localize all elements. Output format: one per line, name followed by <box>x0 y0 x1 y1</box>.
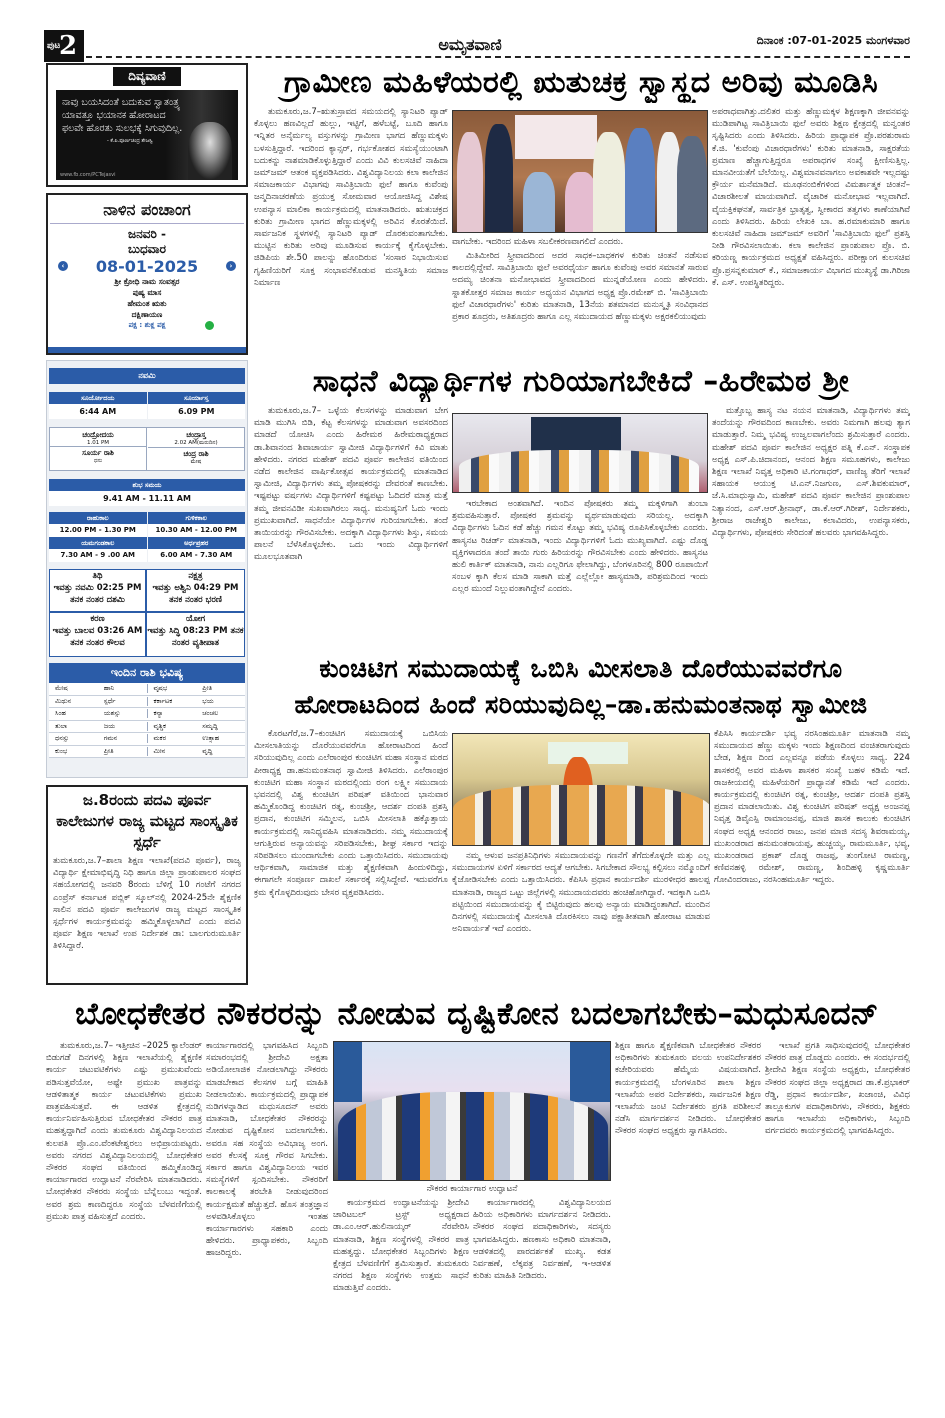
paper-name: ಅಮೃತವಾಣಿ <box>438 35 502 54</box>
surya-rashi-label: ಸೂರ್ಯ ರಾಶಿ <box>50 446 146 458</box>
article-2-headline: ಸಾಧನೆ ವಿದ್ಯಾರ್ಥಿಗಳ ಗುರಿಯಾಗಬೇಕಿದೆ –ಹಿರೇಮಠ ಶ್ರೀ <box>312 364 850 399</box>
nakshatra-text: ಇವತ್ತು ಅಶ್ವಿನಿ 04:29 PM ತನಕ ನಂತರ ಭರಣಿ <box>152 583 239 605</box>
rashi-prediction: ಪ್ರೀತಿ <box>202 684 213 693</box>
gulika-value: 10.30 AM - 12.00 PM <box>148 524 246 537</box>
sidebar-article-headline: ಜ.8ರಂದು ಪದವಿ ಪೂರ್ವ ಕಾಲೇಜುಗಳ ರಾಜ್ಯ ಮಟ್ಟದ ಸಾಂಸ್ಕೃತಿಕ ಸ್ಪರ್ಧೆ <box>56 791 238 851</box>
rashi-prediction: ವೃದ್ಧಿ <box>202 746 213 755</box>
ardha-value: 6.00 AM - 7.30 AM <box>148 549 246 562</box>
author-portrait <box>188 122 232 180</box>
article-2-column-2: ಇರಬೇಕಾದ ಅಂಶವಾಗಿದೆ. ಇಂದಿನ ಪೋಷಕರು ತಮ್ಮ ಮಕ್ಕಳಿಗಾಗಿ ತುಂಬಾ ಶ್ರಮವಹಿಸುತ್ತಾರೆ. ಪೋಷಕರ ಶ್ರಮವನ್ನು ವ್ಯರ್ಥಮಾಡುವುದು ಸರಿಯಲ್ಲ. ಅದಕ್ಕಾಗಿ ವಿದ್ಯಾರ್ಥಿಗಳು ಓದಿನ ಕಡೆ ಹೆಚ್ಚು ಗಮನ ಕೊಟ್ಟು ತಮ್ಮ ಭವಿಷ್ಯ ರೂಪಿಸಿಕೊಳ್ಳಬೇಕು ಎಂದರು. ಹಾಸ್ಯನಟ ರಿಚರ್ಡ್ ಮಾತನಾಡಿ, ಇಂದು ವಿದ್ಯಾರ್ಥಿಗಳಿಗೆ ಓದು ಮುಖ್ಯವಾಗಿದೆ. ಎಷ್ಟು ದೊಡ್ಡ ವ್ಯಕ್ತಿಗಳಾದರೂ ತಂದೆ ತಾಯಿ ಗುರು ಹಿರಿಯರನ್ನು ಗೌರವಿಸಬೇಕು ಎಂದು ಹೇಳಿದರು. ಹಾಸ್ಯನಟ ಹುಲಿ ಕಾರ್ತಿಕ್ ಮಾತನಾಡಿ, ನಾನು ಎಲ್ಲರಿಗೂ ಫೇಲಾಗಿದ್ದು, ಬೆಂಗಳೂರಿನಲ್ಲಿ 800 ರೂಪಾಯಿಗೆ ಸಂಬಳ ಕ್ಕಾಗಿ ಕೆಲಸ ಮಾಡಿ ಸಾಕಾಗಿ ಮತ್ತೆ ಎಲ್ಲೆಲ್ಲೋ ಹಾಸ್ಯಮಾಡಿ, ಪರಿಶ್ರಮದಿಂದ ಇಂದು ಎಲ್ಲರ ಮುಂದೆ ನಿಲ್ಲುವಂತಾಗಿದ್ದೇನೆ ಎಂದರು. <box>452 499 708 595</box>
yoga-title: ಯೋಗ <box>185 614 206 624</box>
sidebar-article <box>46 785 248 985</box>
article-1-column-1: ತುಮಕೂರು,ಜ.7–ಋತುಸ್ರಾವದ ಸಮಯದಲ್ಲಿ ಸ್ಯಾನಿಟರಿ ಪ್ಯಾಡ್ ಕೊಳ್ಳಲು ಹಣವಿಲ್ಲದೆ ಹುಲ್ಲು, ಇಟ್ಟಿಗೆ, ಹಳೆಬಟ್ಟೆ, ಬೂದಿ ಹಾಗೂ ಇನ್ನಿತರ ಅನೈರ್ಮಲ್ಯ ವಸ್ತುಗಳನ್ನು ಗ್ರಾಮೀಣ ಭಾಗದ ಹೆಣ್ಣುಮಕ್ಕಳು ಬಳಸುತ್ತಿದ್ದಾರೆ. ಇದರಿಂದ ಕ್ಯಾನ್ಸರ್, ಗರ್ಭಕೋಶದ ಸಮಸ್ಯೆಯುಂಟಾಗಿ ಬದುಕನ್ನು ನಾಶಮಾಡಿಕೊಳ್ಳುತ್ತಿದ್ದಾರೆ ಎಂದು ವಿವಿ ಕುಲಸಚಿವೆ ನಾಹಿದಾ ಜಮ್‌ಜಮ್ ಆತಂಕ ವ್ಯಕ್ತಪಡಿಸಿದರು. ವಿಶ್ವವಿದ್ಯಾನಿಲಯ ಕಲಾ ಕಾಲೇಜಿನ ಸಮಾಜಕಾರ್ಯ ವಿಭಾಗವು ಸಾವಿತ್ರಿಬಾಯಿ ಫುಲೆ ಹಾಗೂ ಕುವೆಂಪು ಜನ್ಮದಿನಾಚರಣೆಯ ಪ್ರಯುಕ್ತ ಸೋಮವಾರ ಆಯೋಜಿಸಿದ್ದ ವಿಶೇಷ ಉಪನ್ಯಾಸ ಮಾಲಿಕಾ ಕಾರ್ಯಕ್ರಮದಲ್ಲಿ ಮಾತನಾಡಿದರು. ಋತುಚಕ್ರದ ಕುರಿತು ಗ್ರಾಮೀಣ ಭಾಗದ ಹೆಣ್ಣುಮಕ್ಕಳಲ್ಲಿ ಅರಿವಿನ ಕೊರತೆಯಿದೆ. ಸಾರ್ವಜನಿಕ ಸ್ಥಳಗಳಲ್ಲಿ ಸ್ಯಾನಿಟರಿ ಪ್ಯಾಡ್ ದೊರಕುವಂತಾಗಬೇಕು. ಮುಟ್ಟಿನ ಕುರಿತು ಅರಿವು ಮೂಡಿಸುವ ಕಾರ್ಯಕ್ಕೆ ಕೈಗೊಳ್ಳಬೇಕು. ಜಿಡಿಪಿಯ ಶೇ.50 ಪಾಲನ್ನು ಹೊಂದಿರುವ 'ಸಂಸಾರ ನಿಭಾಯಿಸುವ ಗೃಹಿಣಿಯರಿಗೆ ಸೂಕ್ತ ಸಂಭಾವನೆಕೊಡುವ ಮನಸ್ಥಿತಿಯ ಸಮಾಜ ನಿರ್ಮಾಣ <box>254 107 448 288</box>
panchanga-month: ಜನವರಿ - <box>128 227 166 241</box>
rahu-label: ರಾಹುಕಾಲ <box>49 512 147 524</box>
nakshatra-title: ನಕ್ಷತ್ರ <box>188 571 203 581</box>
article-1-headline: ಗ್ರಾಮೀಣ ಮಹಿಳೆಯರಲ್ಲಿ ಋತುಚಕ್ರ ಸ್ವಾಸ್ಥ್ಯದ ಅರಿವು ಮೂಡಿಸಿ <box>283 65 879 100</box>
rashi-sign: ವೃಷಭ <box>153 684 168 693</box>
article-4-column-3: ಕಾರ್ಯಕ್ರಮದ ಉದ್ಘಾಟನೆಯನ್ನು ಶ್ರೀದೇವಿ ಚಾರಿಟಬಲ್ ಟ್ರಸ್ಟ್ ಅಧ್ಯಕ್ಷರಾದ ಡಾ.ಎಂ.ಆರ್.ಹುಲಿನಾಯ್ಕರ್ ನೆರವೇರಿಸಿ ಮಾತನಾಡಿ, ಶಿಕ್ಷಣ ಸಂಸ್ಥೆಗಳಲ್ಲಿ ನೌಕರರ ಪಾತ್ರ ಮಹತ್ವದ್ದು. ಬೋಧಕೇತರ ಸಿಬ್ಬಂದಿಗಳು ಶಿಕ್ಷಣ ಕ್ಷೇತ್ರದ ಬೆಳವಣಿಗೆಗೆ ಶ್ರಮಿಸುತ್ತಾರೆ. ತುಮಕೂರು ನಗರದ ಶಿಕ್ಷಣ ಸಂಸ್ಥೆಗಳು ಉತ್ತಮ ಸಾಧನೆ ಮಾಡುತ್ತಿವೆ ಎಂದರು. <box>333 1198 469 1294</box>
panchanga-weekday: ಬುಧವಾರ <box>128 242 166 256</box>
rashi-row <box>49 696 245 709</box>
tithi-header: ನವಮಿ <box>49 368 245 384</box>
rashi-sign: ಮೇಷ <box>55 684 68 693</box>
yama-label: ಯಮಗಂಡಕಾಲ <box>49 537 147 549</box>
header-divider <box>86 56 910 58</box>
panchanga-details <box>46 360 248 778</box>
article-2-column-3: ಮತ್ತೊಬ್ಬ ಹಾಸ್ಯ ನಟ ನಯನ ಮಾತನಾಡಿ, ವಿದ್ಯಾರ್ಥಿಗಳು ತಮ್ಮ ತಂದೆಯನ್ನು ಗೌರವದಿಂದ ಕಾಣಬೇಕು. ಅವರು ನಿಮಗಾಗಿ ಹಲವು ತ್ಯಾಗ ಮಾಡುತ್ತಾರೆ. ನಿಮ್ಮ ಭವಿಷ್ಯ ಉಜ್ವಲವಾಗಲೆಂದು ಶ್ರಮಿಸುತ್ತಾರೆ ಎಂದರು. ಮಹೇಶ್ ಪದವಿ ಪೂರ್ವ ಕಾಲೇಜಿನ ಅಧ್ಯಕ್ಷರ ಪತ್ನಿ ಕೆ.ಎನ್. ಸಂಸ್ಥಾಪಕ ಅಧ್ಯಕ್ಷ ಎಸ್.ಪಿ.ಚಿದಾನಂದ, ಆನಂದ ಶಿಕ್ಷಣ ಸಮೂಹಗಳು, ಕಾಲೇಜು ಶಿಕ್ಷಣ ಇಲಾಖೆ ನಿವೃತ್ತ ಅಧಿಕಾರಿ ಟಿ.ಗಂಗಾಧರ್, ವಾಣಿಜ್ಯ ತೆರಿಗೆ ಇಲಾಖೆ ಸಹಾಯಕ ಆಯುಕ್ತ ಟಿ.ಎನ್.ನಿಜಗುಣ, ಎಸ್.ಶಿವಕುಮಾರ್, ಜೆ.ಸಿ.ಮಾಧುಸ್ವಾಮಿ, ಮಹೇಶ್ ಪದವಿ ಪೂರ್ವ ಕಾಲೇಜಿನ ಪ್ರಾಂಶುಪಾಲ ನಿತ್ಯಾನಂದ, ಎಸ್.ಆರ್.ಶ್ರೀನಾಥ್, ಡಾ.ಕೆ.ಆರ್.ಗಿರೀಶ್, ನಿರ್ದೇಶಕರು, ಶ್ರೀರಾಜ ರಾಜೇಶ್ವರಿ ಕಾಲೇಜು, ಕಲಾವಿದರು, ಉಪನ್ಯಾಸಕರು, ವಿದ್ಯಾರ್ಥಿಗಳು, ಪೋಷಕರು ಸೇರಿದಂತೆ ಹಲವರು ಭಾಗವಹಿಸಿದ್ದರು. <box>712 406 910 539</box>
rashi-prediction: ಚಂಚಲ <box>202 709 219 718</box>
article-3-column-2: ನಮ್ಮ ಆಳುವ ಜನಪ್ರತಿನಿಧಿಗಳು ಸಮುದಾಯವನ್ನು ಗಣನೆಗೆ ತೆಗೆದುಕೊಳ್ಳದೇ ಮತ್ತು ಎಲ್ಲ ಸಮುದಾಯಗಳ ಏಳಿಗೆ ಸರ್ಕಾರದ ಆದ್ಯತೆ ಆಗಬೇಕು. ಸಿಗಬೇಕಾದ ಸೌಲಭ್ಯ ಕಲ್ಪಿಸಲು ನಮ್ಮೊಂದಿಗೆ ಕೈಜೋಡಿಸಬೇಕು ಎಂದು ಒತ್ತಾಯಿಸಿದರು. ಕೆಪಿಸಿಸಿ ಪ್ರಧಾನ ಕಾರ್ಯದರ್ಶಿ ಮುರಳೀಧರ ಹಾಲಪ್ಪ ಮಾತನಾಡಿ, ರಾಜ್ಯದ ಒಟ್ಟು ಜಿಲ್ಲೆಗಳಲ್ಲಿ ಸಮುದಾಯದವರು ಹಂಚಿಹೋಗಿದ್ದಾರೆ. ಇದಕ್ಕಾಗಿ ಒಬಿಸಿ ಪಟ್ಟಿಯಿಂದ ಸಮುದಾಯವನ್ನು ಕೈ ಬಿಟ್ಟಿರುವುದು ಹಲವು ಅನ್ಯಾಯ ಮಾಡಿದ್ದಂತಾಗಿದೆ. ಮುಂದಿನ ದಿನಗಳಲ್ಲಿ ಸಮುದಾಯಕ್ಕೆ ಮೀಸಲಾತಿ ದೊರಕಿಸಲು ನಾವು ಪಕ್ಷಾತೀತವಾಗಿ ಹೋರಾಟ ಮಾಡುವ ಅನಿವಾರ್ಯತೆ ಇದೆ ಎಂದರು. <box>452 851 710 935</box>
rashi-row <box>49 683 245 696</box>
rashi-prediction: ಜಯ <box>98 722 148 731</box>
article-1-caption: ವಾಗಬೇಕು. ಇದರಿಂದ ಮಹಿಳಾ ಸಬಲೀಕರಣವಾಗಲಿದೆ ಎಂದರು. <box>452 237 624 247</box>
article-4-caption: ನೌಕರರ ಕಾರ್ಯಾಗಾರ ಉದ್ಘಾಟನೆ <box>426 1184 518 1194</box>
page-number: 2 <box>59 31 78 61</box>
article-1-photo <box>452 110 708 233</box>
ardha-label: ಅರ್ಧಪ್ರಹರ <box>148 537 246 549</box>
article-2-photo <box>452 413 708 493</box>
rashi-prediction: ಪ್ರೀತಿ <box>98 747 148 756</box>
article-4-column-4: ಕಾರ್ಯಾಗಾರದಲ್ಲಿ ವಿಶ್ವವಿದ್ಯಾನಿಲಯದ ಹಿರಿಯ ಅಧಿಕಾರಿಗಳು ಮಾರ್ಗದರ್ಶನ ನೀಡಿದರು. ನೌಕರರ ಸಂಘದ ಪದಾಧಿಕಾರಿಗಳು, ಸದಸ್ಯರು ಭಾಗವಹಿಸಿದ್ದರು. ಹಣಕಾಸು ಅಧಿಕಾರಿ ಮಾತನಾಡಿ, ಆಡಳಿತದಲ್ಲಿ ಪಾರದರ್ಶಕತೆ ಮುಖ್ಯ. ಕಡತ ನಿರ್ವಹಣೆ, ಲೆಕ್ಕಪತ್ರ ನಿರ್ವಹಣೆ, ಇ-ಆಡಳಿತ ಕುರಿತು ಮಾಹಿತಿ ನೀಡಿದರು. <box>473 1198 611 1282</box>
rashi-row <box>49 708 245 721</box>
article-1-column-2: ಮಿತಿಮೀರಿದ ಸ್ತ್ರೀವಾದದಿಂದ ಅದರ ಸಾಧಕ–ಬಾಧಕಗಳ ಕುರಿತು ಚಿಂತನೆ ನಡೆಸುವ ಕಾಲದಲ್ಲಿದ್ದೇವೆ. ಸಾವಿತ್ರಿಬಾಯಿ ಫುಲೆ ಅವರಧೈರ್ಯ ಹಾಗೂ ಕುವೆಂಪು ಅವರ ಸಮಾನತೆ ಸಾರುವ ಅದಮ್ಯ ಚಿಂತನಾ ಮನೋಭಾವದ ಸ್ತ್ರೀವಾದದಿಂದ ಮುನ್ನಡೆಯೋಣ ಎಂದು ಹೇಳಿದರು. ಸ್ನಾತಕೋತ್ತರ ಸಮಾಜ ಕಾರ್ಯ ಅಧ್ಯಯನ ವಿಭಾಗದ ಅಧ್ಯಕ್ಷ ಪ್ರೊ.ರಮೇಶ್ ಬಿ. 'ಸಾವಿತ್ರಿಬಾಯಿ ಫುಲೆ ವಿಚಾರಧಾರೆಗಳು' ಕುರಿತು ಮಾತನಾಡಿ, 13ನೆಯ ಶತಮಾನದ ಮನುಸ್ಮೃತಿ ಸಂವಿಧಾನದ ಪ್ರಕಾರ ಶೂದ್ರರು, ಅತಿಶೂದ್ರರು ಹಾಗೂ ಎಲ್ಲ ಸಮುದಾಯದ ಹೆಣ್ಣುಮಕ್ಕಳು ಅಕ್ಷರಕಲಿಯುವುದು <box>452 251 708 323</box>
rashi-sign: ವೃಶ್ಚಿಕ <box>153 721 166 730</box>
tithi-grid <box>49 569 245 657</box>
rashi-table <box>49 683 245 758</box>
moonrise-label: ಚಂದ್ರೋದಯ <box>82 431 114 439</box>
rashi-prediction: ಗಮನ <box>98 734 148 743</box>
article-3-column-3: ಕೆಪಿಸಿಸಿ ಕಾರ್ಯದರ್ಶಿ ಭವ್ಯ ನರಸಿಂಹಮೂರ್ತಿ ಮಾತನಾಡಿ ನಮ್ಮ ಸಮುದಾಯದ ಹೆಣ್ಣು ಮಕ್ಕಳು ಇಂದು ಶಿಕ್ಷಣದಿಂದ ವಂಚಿತರಾಗುವುದು ಬೇಡ, ಶಿಕ್ಷಣ ದಿಂದ ಎಲ್ಲವನ್ನೂ ಪಡೆಯ ಕೊಳ್ಳಲು ಸಾಧ್ಯ. 224 ಶಾಸಕರಲ್ಲಿ ಅವರ ಮಹಿಳಾ ಶಾಸಕರ ಸಂಖ್ಯೆ ಬಹಳ ಕಡಿಮೆ ಇದೆ. ರಾಜಕೀಯದಲ್ಲಿ ಮಹಿಳೆಯರಿಗೆ ಪ್ರಾಧ್ಯಾನತೆ ಕಡಿಮೆ ಇದೆ ಎಂದರು. ಕಾರ್ಯಕ್ರಮದಲ್ಲಿ ಕುಂಚಿಟಿಗ ರತ್ನ, ಕುಂಚಶ್ರೀ, ಆದರ್ಶ ದಂಪತಿ ಪ್ರಶಸ್ತಿ ಪ್ರದಾನ ಮಾಡಲಾಯಿತು. ವಿಶ್ವ ಕುಂಚಿಟಿಗ ಪರಿಷತ್ ಅಧ್ಯಕ್ಷ ಅಂಜನಪ್ಪ ನಿವೃತ್ತ ಡಿವೈಎಸ್ಪಿ ರಾಮಾಂಜನಪ್ಪ, ಮಾಜಿ ಶಾಸಕ ಕಾಲುಕು ಕುಂಚಿಟಿಗ ಸಂಘದ ಅಧ್ಯಕ್ಷ ಆನಂದರ ರಾಜು, ಜನಪ ಮಾಜಿ ಸದಸ್ಯ ಶಿವರಾಮಯ್ಯ, ಮುಖಂಡರಾದ ಹನುಮಂತರಾಯಪ್ಪ, ಹುಚ್ಚಯ್ಯ, ರಾಮಮೂರ್ತಿ, ಭವ್ಯ, ಮುಖಂಡರಾದ ಪ್ರಕಾಶ್ ದೊಡ್ಡ ರಾಜಪ್ಪ, ತುಂಗೋಟಿ ರಾಮಣ್ಣ, ಕಣಿವನಹಳ್ಳಿ ರಮೇಶ್, ರಾಮಣ್ಣ, ಶಿಂದಿಹಳ್ಳಿ ಕೃಷ್ಣಮೂರ್ತಿ ಗೋವಿಂದರಾಜು, ನರಸಿಂಹಮೂರ್ತಿ ಇದ್ದರು. <box>714 729 910 886</box>
prev-day-button[interactable]: ‹ <box>58 261 68 271</box>
rashi-sign: ಮಕರ <box>153 734 167 743</box>
divyavani-box <box>46 63 248 187</box>
page-prefix: ಪುಟ <box>47 40 61 51</box>
karana-text: ಇವತ್ತು ಬಾಲವ 03:26 AM ತನಕ ನಂತರ ಕೌಲವ <box>52 626 143 648</box>
rashi-prediction: ಹಾನಿ <box>98 684 148 693</box>
article-3-headline-line-1: ಕುಂಚಿಟಿಗ ಸಮುದಾಯಕ್ಕೆ ಒಬಿಸಿ ಮೀಸಲಾತಿ ದೊರೆಯುವವರೆಗೂ <box>319 654 843 683</box>
article-4-column-5: ಶಿಕ್ಷಣ ಹಾಗೂ ಶೈಕ್ಷಣಿಕವಾಗಿ ಬೋಧಕೇತರ ನೌಕರರ ಅಧಿಕಾರಿಗಳು ತುಮಕೂರು ವಲಯ ಉಪನಿರ್ದೇಶಕರ ಕಚೇರಿಯವರು ಹೆಮ್ಮೆಯ ವಿಷಯವಾಗಿದೆ. ಕಾರ್ಯಕ್ರಮದಲ್ಲಿ ಬೆಂಗಳೂರಿನ ಶಾಲಾ ಶಿಕ್ಷಣ ಇಲಾಖೆಯ ಅಪರ ನಿರ್ದೇಶಕರು, ಸಾರ್ವಜನಿಕ ಶಿಕ್ಷಣ ಇಲಾಖೆಯ ಜಂಟಿ ನಿರ್ದೇಶಕರು ಪ್ರಗತಿ ಪರಿಶೀಲನೆ ನಡೆಸಿ ಮಾರ್ಗದರ್ಶನ ನೀಡಿದರು. ಬೋಧಕೇತರ ನೌಕರರ ಸಂಘದ ಅಧ್ಯಕ್ಷರು ಸ್ವಾಗತಿಸಿದರು. <box>615 1041 761 1137</box>
rashi-sign: ಮಿಥುನ <box>55 696 72 705</box>
quote-text: ನಾವು ಬಯಸಿದಂತೆ ಬದುಕುವ ಸ್ವಾತಂತ್ರ್ಯ ಯಾವತ್ತೂ ಭಯಾನಕ ಹೋರಾಟದ ಫಲವೇ ಹೊರತು ಸುಲಭಕ್ಕೆ ಸಿಗುವುದಿಲ್ಲ. <box>62 97 183 134</box>
sunrise-value: 6:44 AM <box>49 404 147 419</box>
rahu-value: 12.00 PM - 1.30 PM <box>49 524 147 537</box>
sunset-label: ಸೂರ್ಯಾಸ್ತ <box>148 392 246 404</box>
article-4-column-6: ಇಲಾಖೆ ಪ್ರಗತಿ ಸಾಧಿಸುವುದರಲ್ಲಿ ಬೋಧಕೇತರ ನೌಕರರ ಪಾತ್ರ ದೊಡ್ಡದು ಎಂದರು. ಈ ಸಂದರ್ಭದಲ್ಲಿ ಶ್ರೀದೇವಿ ಶಿಕ್ಷಣ ಸಂಸ್ಥೆಯ ಅಧ್ಯಕ್ಷರು, ಬೋಧಕೇತರ ನೌಕರರ ಸಂಘದ ಜಿಲ್ಲಾ ಅಧ್ಯಕ್ಷರಾದ ಡಾ.ಕೆ.ಪ್ರಭಾಕರ್ ರೆಡ್ಡಿ, ಪ್ರಧಾನ ಕಾರ್ಯದರ್ಶಿ, ಖಜಾಂಚಿ, ವಿವಿಧ ತಾಲ್ಲೂಕುಗಳ ಪದಾಧಿಕಾರಿಗಳು, ನೌಕರರು, ಶಿಕ್ಷಕರು ಹಾಗೂ ಇಲಾಖೆಯ ಅಧಿಕಾರಿಗಳು, ಸಿಬ್ಬಂದಿ ವರ್ಗದವರು ಕಾರ್ಯಕ್ರಮದಲ್ಲಿ ಭಾಗವಹಿಸಿದ್ದರು. <box>765 1041 910 1137</box>
photo-banner-left <box>334 1042 362 1102</box>
divyavani-title: ದಿವ್ಯವಾಣಿ <box>113 67 181 86</box>
shubha-label: ಶುಭ ಸಮಯ <box>49 479 245 491</box>
rashi-row <box>49 721 245 734</box>
photo-banner <box>548 742 628 764</box>
paksha <box>50 320 244 331</box>
article-4-headline: ಬೋಧಕೇತರ ನೌಕರರನ್ನು ನೋಡುವ ದೃಷ್ಟಿಕೋನ ಬದಲಾಗಬೇಕು–ಮಧುಸೂದನ್ <box>75 996 879 1032</box>
rashi-sign: ಕನ್ಯಾ <box>153 709 164 718</box>
whatsapp-share-icon[interactable] <box>205 321 214 330</box>
shubha-value: 9.41 AM - 11.11 AM <box>49 491 245 506</box>
quote-author: - ಕೆ.ಪಿ.ಪೂರ್ಣಚಂದ್ರ ತೇಜಸ್ವಿ <box>107 138 153 144</box>
chandra-rashi-value: ಮೇಷ <box>190 459 202 465</box>
rashi-sign: ಮೀನ <box>153 746 166 755</box>
rashi-sign: ತುಲಾ <box>55 721 68 730</box>
issue-date: ದಿನಾಂಕ :07-01-2025 ಮಂಗಳವಾರ <box>756 34 910 47</box>
ritu: ಹೇಮಂತ ಋತು <box>127 299 167 308</box>
article-2-column-1: ತುಮಕೂರು,ಜ.7– ಒಳ್ಳೆಯ ಕೆಲಸಗಳನ್ನು ಮಾಡುವಾಗ ಬೇಗ ಮಾಡಿ ಮುಗಿಸಿ ಬಿಡಿ, ಕೆಟ್ಟ ಕೆಲಸಗಳನ್ನು ಮಾಡುವಾಗ ಅವಸರದಿಂದ ಮಾಡದೆ ಯೋಚಿಸಿ ಎಂದು ಹಿರೇಮಠ ಹಿರೇಮಠಾಧ್ಯಕ್ಷರಾದ ಡಾ.ಶಿವಾನಂದ ಶಿವಾಚಾರ್ಯ ಸ್ವಾಮೀಜಿ ವಿದ್ಯಾರ್ಥಿಗಳಿಗೆ ಕಿವಿ ಮಾತು ಹೇಳಿದರು. ನಗರದ ಮಹೇಶ್ ಪದವಿ ಪೂರ್ವ ಕಾಲೇಜಿನ ವತಿಯಿಂದ ನಡೆದ ಕಾಲೇಜಿನ ವಾರ್ಷಿಕೋತ್ಸವ ಕಾರ್ಯಕ್ರಮದಲ್ಲಿ ಮಾತನಾಡಿದ ಸ್ವಾಮೀಜಿ, ವಿದ್ಯಾರ್ಥಿಗಳು ತಮ್ಮ ಪೋಷಕರನ್ನು ದೇವರಂತೆ ಕಾಣಬೇಕು. ಇಷ್ಟಪಟ್ಟು ವರ್ಷಗಳು ವಿದ್ಯಾರ್ಥಿಗಳಿಗೆ ಕಷ್ಟಪಟ್ಟು ಓದಿದರೆ ಮಾತ್ರ ಮತ್ತೆ ತಮ್ಮ ಜೀವನವಿಡೀ ಸುಖವಾಗಿರಲು ಸಾಧ್ಯ. ಮನುಷ್ಯನಿಗೆ ಓದು ಇಂದು ಪ್ರಮುಖವಾಗಿದೆ. ಸಾಧನೆಯೇ ವಿದ್ಯಾರ್ಥಿಗಳ ಗುರಿಯಾಗಬೇಕು. ತಂದೆ ತಾಯಿಯರನ್ನು ಗೌರವಿಸಬೇಕು. ಅದಕ್ಕಾಗಿ ವಿದ್ಯಾರ್ಥಿಗಳು ಶಿಸ್ತು, ಸಮಯ ಪಾಲನೆ ಬೆಳೆಸಿಕೊಳ್ಳಬೇಕು. ಒದು ಇಂದು ವಿದ್ಯಾರ್ಥಿಗಳಿಗೆ ಮೂಲಭೂತವಾಗಿ <box>254 406 448 563</box>
article-4-photo <box>333 1041 611 1181</box>
moonrise-value: 1.01 PM <box>86 440 110 446</box>
next-day-button[interactable]: › <box>226 261 236 271</box>
yama-value: 7.30 AM - 9 .00 AM <box>49 549 147 562</box>
rashi-sign: ಕುಂಭ <box>55 746 68 755</box>
rashi-prediction: ಸಮೃದ್ಧಿ <box>202 721 218 730</box>
rashi-title: ಇಂದಿನ ರಾಶಿ ಭವಿಷ್ಯ <box>49 663 245 683</box>
article-3-photo <box>452 733 710 846</box>
sunrise-label: ಸೂರ್ಯೋದಯ <box>49 392 147 404</box>
photo-banner <box>515 115 597 159</box>
gulika-label: ಗುಳಿಕಕಾಲ <box>148 512 246 524</box>
yoga-text: ಇವತ್ತು ಸಿದ್ಧಿ 08:23 PM ತನಕ ನಂತರ ವ್ಯತೀಪಾತ <box>147 626 244 648</box>
samvatsara: ಶ್ರೀ ಕ್ರೋಧಿ ನಾಮ ಸಂವತ್ಸರ <box>114 277 180 286</box>
surya-rashi-value: ಧನು <box>93 458 103 464</box>
panchanga-title: ನಾಳಿನ ಪಂಚಾಂಗ <box>103 200 191 219</box>
panchanga-box <box>46 193 248 355</box>
rashi-prediction: ಉತ್ಸಾಹ <box>202 734 220 743</box>
article-1-column-3: ಅಪರಾಧವಾಗಿತ್ತು.ದಲಿತರ ಮತ್ತು ಹೆಣ್ಣುಮಕ್ಕಳ ಶಿಕ್ಷಣಕ್ಕಾಗಿ ಜೀವನವನ್ನು ಮುಡಿಪಾಗಿಟ್ಟ ಸಾವಿತ್ರಿಬಾಯಿ ಫುಲೆ ಅವರು ಶಿಕ್ಷಣ ಕ್ಷೇತ್ರದಲ್ಲಿ ಮನ್ವಂತರ ಸೃಷ್ಟಿಸಿದರು ಎಂದು ತಿಳಿಸಿದರು. ಹಿರಿಯ ಪ್ರಾಧ್ಯಾಪಕ ಪ್ರೊ.ಪರಶುರಾಮ ಕೆ.ಜಿ. 'ಕುವೆಂಪು ವಿಚಾರಧಾರೆಗಳು' ಕುರಿತು ಮಾತನಾಡಿ, ಸಾಕ್ಷರತೆಯ ಪ್ರಮಾಣ ಹೆಚ್ಚಾಗುತ್ತಿದ್ದರೂ ಅಪರಾಧಗಳ ಸಂಖ್ಯೆ ಕ್ಷೀಣಿಸುತ್ತಿಲ್ಲ. ಮಾನವೀಯತೆಗೆ ಬೆಲೆಯಿಲ್ಲ. ವಿಶ್ವಮಾನವನಾಗಲು ಅವಕಾಶವೇ ಇಲ್ಲದಷ್ಟು ಕ್ರೌರ್ಯ ಮನೆಮಾಡಿದೆ. ಮೂಢನಂಬಿಕೆಗಳಿಂದ ವಿಮರ್ಶಾತ್ಮಕ ಚಿಂತನೆ– ವಿಚಾರಶೀಲತೆ ಮಾಯವಾಗಿದೆ. ವೈಚಾರಿಕ ಮನೋಭಾವ ಇಲ್ಲವಾಗಿದೆ. ವೈಯಕ್ತಿಕಘನತೆ, ಸಾರ್ವತ್ರಿಕ ಭ್ರಾತೃತ್ವ, ಸ್ವೀಕಾರದ ತತ್ವಗಳು ಕಾಣೆಯಾಗಿವೆ ಎಂದು ತಿಳಿಸಿದರು. ಹಿರಿಯ ಲೇಖಕಿ ಬಾ. ಹ.ರಮಾಕುಮಾರಿ ಹಾಗೂ ಕುಲಸಚಿವೆ ನಾಹಿದಾ ಜಮ್‌ಜಮ್ ಅವರಿಗೆ 'ಸಾವಿತ್ರಿಬಾಯಿ ಫುಲೆ' ಪ್ರಶಸ್ತಿ ನೀಡಿ ಗೌರವಿಸಲಾಯಿತು. ಕಲಾ ಕಾಲೇಜಿನ ಪ್ರಾಂಶುಪಾಲ ಪ್ರೊ. ಬಿ. ಕರಿಯಣ್ಣ ಕಾರ್ಯಕ್ರಮದ ಅಧ್ಯಕ್ಷತೆ ವಹಿಸಿದ್ದರು. ಪರೀಕ್ಷಾಂಗ ಕುಲಸಚಿವ ಪ್ರೊ.ಪ್ರಸನ್ನಕುಮಾರ್ ಕೆ., ಸಮಾಜಕಾರ್ಯ ವಿಭಾಗದ ಮುಖ್ಯಸ್ಥೆ ಡಾ.ಗಿರಿಜಾ ಕೆ. ಎಸ್. ಉಪಸ್ಥಿತರಿದ್ದರು. <box>712 107 910 288</box>
article-3-headline-line-2: ಹೋರಾಟದಿಂದ ಹಿಂದೆ ಸರಿಯುವುದಿಲ್ಲ–ಡಾ.ಹನುಮಂತನಾಥ ಸ್ವಾಮೀಜಿ <box>294 690 868 719</box>
chandra-rashi-label: ಚಂದ್ರ ರಾಶಿ <box>148 447 244 459</box>
article-3-column-1: ಕೊರಟಗೆರೆ,ಜ.7–ಕುಂಚಿಟಿಗ ಸಮುದಾಯಕ್ಕೆ ಒಬಿಸಿಯ ಮೀಸಲಾತಿಯನ್ನು ದೊರೆಯುವವರೆಗೂ ಹೋರಾಟದಿಂದ ಹಿಂದೆ ಸರಿಯುವುದಿಲ್ಲ ಎಂದು ಎಲೆರಾಂಪುರ ಕುಂಚಿಟಿಗ ಮಹಾ ಸಂಸ್ಥಾನ ಮಠದ ಪೀಠಾಧ್ಯಕ್ಷ ಡಾ.ಹನುಮಂತನಾಥ ಸ್ವಾಮೀಜಿ ತಿಳಿಸಿದರು. ಎಲೆರಾಂಪುರ ಕುಂಚಿಟಿಗ ಮಹಾ ಸಂಸ್ಥಾನ ಮಠದಲ್ಲಿಂದು ರಂಗ ಲಕ್ಷ್ಮೀ ಸಮುದಾಯ ಭವನದಲ್ಲಿ ವಿಶ್ವ ಕುಂಚಿಟಿಗ ಪರಿಷತ್ ವತಿಯಿಂದ ಭಾನುವಾರ ಹಮ್ಮಿಕೊಂಡಿದ್ದ ಕುಂಚಿಟಿಗ ರತ್ನ, ಕುಂಚಶ್ರೀ, ಆದರ್ಶ ದಂಪತಿ ಪ್ರಶಸ್ತಿ ಪ್ರದಾನ, ಕುಂಚಿಟಿಗ ಸಮ್ಮಿಲನ, ಒಬಿಸಿ ಮೀಸಲಾತಿ ಹಕ್ಕೊತ್ತಾಯ ಕಾರ್ಯಕ್ರಮದಲ್ಲಿ ಸಾನಿಧ್ಯವಹಿಸಿ ಮಾತನಾಡಿದರು. ನಮ್ಮ ಸಮುದಾಯಕ್ಕೆ ಆಗುತ್ತಿರುವ ಅನ್ಯಾಯವನ್ನು ಸರಿಪಡಿಸಬೇಕು, ಶೀಘ್ರ ಸರ್ಕಾರ ಇದನ್ನು ಸರಿಪಡಿಸಲು ಮುಂದಾಗಬೇಕು ಎಂದು ಒತ್ತಾಯಿಸಿದರು. ಸಮುದಾಯವು ಆರ್ಥಿಕವಾಗಿ, ಸಾಮಾಜಿಕ ಮತ್ತು ಶೈಕ್ಷಣಿಕವಾಗಿ ಹಿಂದುಳಿದಿದ್ದು, ಈಗಾಗಲೇ ಸಂಪೂರ್ಣ ದಾಖಲೆ ಸರ್ಕಾರಕ್ಕೆ ಸಲ್ಲಿಸಿದ್ದೇವೆ. ಇದುವರೆಗೂ ಕ್ರಮ ಕೈಗೊಳ್ಳದಿರುವುದು ಬೇಸರ ವ್ಯಕ್ತಪಡಿಸಿದರು. <box>254 729 448 898</box>
rashi-sign: ಧನಸ್ಸು <box>55 734 69 743</box>
article-4-column-2: ಕಾರ್ಯಾಗಾರದಲ್ಲಿ ಭಾಗವಹಿಸಿದ ಸಿಬ್ಬಂದಿ ಸಮಾರಂಭದಲ್ಲಿ ಶ್ರೀದೇವಿ ಅಕ್ಷತಾ ಅಡಿಯೋಲಾಜಿಕ ನೋಡಲಾಗಿದ್ದು ನೌಕರರು ಮಾಡಬೇಕಾದ ಕೆಲಸಗಳ ಬಗ್ಗೆ ಮಾಹಿತಿ ನೀಡಲಾಯಿತು. ಕಾರ್ಯಕ್ರಮದಲ್ಲಿ ಪ್ರಾಧ್ಯಾಪಕ ನುಡಿಗಳನ್ನಾಡಿದ ಮಧುಸೂದನ್ ಅವರು ಮಾತನಾಡಿ, ಬೋಧಕೇತರ ನೌಕರರನ್ನು ನೋಡುವ ದೃಷ್ಟಿಕೋನ ಬದಲಾಗಬೇಕು. ಅವರೂ ಸಹ ಸಂಸ್ಥೆಯ ಅವಿಭಾಜ್ಯ ಅಂಗ. ಅವರ ಕೆಲಸಕ್ಕೆ ಸೂಕ್ತ ಗೌರವ ಸಿಗಬೇಕು. ಸರ್ಕಾರ ಹಾಗೂ ವಿಶ್ವವಿದ್ಯಾನಿಲಯ ಇವರ ಸಮಸ್ಯೆಗಳಿಗೆ ಸ್ಪಂದಿಸಬೇಕು. ನೌಕರರಿಗೆ ಕಾಲಕಾಲಕ್ಕೆ ತರಬೇತಿ ನೀಡುವುದರಿಂದ ಕಾರ್ಯಕ್ಷಮತೆ ಹೆಚ್ಚುತ್ತದೆ. ಹೊಸ ತಂತ್ರಜ್ಞಾನ ಅಳವಡಿಸಿಕೊಳ್ಳಲು ಇಂತಹ ಕಾರ್ಯಾಗಾರಗಳು ಸಹಕಾರಿ ಎಂದು ಹೇಳಿದರು. ಪ್ರಾಧ್ಯಾಪಕರು, ಸಿಬ್ಬಂದಿ ಹಾಜರಿದ್ದರು. <box>206 1041 328 1259</box>
masa: ಪುಷ್ಯ ಮಾಸ <box>132 288 162 297</box>
rashi-prediction: ಸ್ಪರ್ಧೆ <box>98 697 148 706</box>
tithi-title: ತಿಥಿ <box>92 571 103 581</box>
rashi-prediction: ಭಯ <box>202 696 214 705</box>
sunset-value: 6.09 PM <box>148 404 246 419</box>
rashi-sign: ಸಿಂಹ <box>55 709 66 718</box>
karana-title: ಕರಣ <box>90 614 105 624</box>
rashi-row <box>49 733 245 746</box>
page-number-badge <box>44 30 84 62</box>
ayana: ದಕ್ಷಿಣಾಯಣ <box>131 310 163 319</box>
rashi-sign: ಕರ್ಕಾಟಕ <box>153 696 173 705</box>
quote-card <box>56 90 238 180</box>
tithi-text: ಇವತ್ತು ನವಮಿ 02:25 PM ತನಕ ನಂತರ ದಶಮಿ <box>53 583 142 605</box>
moonset-label: ಚಂದ್ರಾಸ್ತ <box>186 431 206 439</box>
rashi-prediction: ಯಶಸ್ಸು <box>98 709 148 718</box>
photo-banner-right <box>570 1042 610 1102</box>
quote-link: www.fb.com/PCTejasvi <box>60 172 116 178</box>
sidebar-article-body: ತುಮಕೂರು,ಜ.7–ಶಾಲಾ ಶಿಕ್ಷಣ ಇಲಾಖೆ(ಪದವಿ ಪೂರ್ವ), ರಾಜ್ಯ ವಿದ್ಯಾರ್ಥಿ ಕ್ಷೇಮಾಭಿವೃದ್ಧಿ ನಿಧಿ ಹಾಗೂ ಜಿಲ್ಲಾ ಪ್ರಾಂಶುಪಾಲರ ಸಂಘದ ಸಹಯೋಗದಲ್ಲಿ ಜನವರಿ 8ರಂದು ಬೆಳಿಗ್ಗೆ 10 ಗಂಟೆಗೆ ನಗರದ ಎಂಪ್ರೆಸ್ ಕರ್ನಾಟಕ ಪಬ್ಲಿಕ್ ಸ್ಕೂಲ್‌ನಲ್ಲಿ 2024-25ನೇ ಶೈಕ್ಷಣಿಕ ಸಾಲಿನ ಪದವಿ ಪೂರ್ವ ಕಾಲೇಜುಗಳ ರಾಜ್ಯ ಮಟ್ಟದ ಸಾಂಸ್ಕೃತಿಕ ಸ್ಪರ್ಧೆಗಳ ಕಾರ್ಯಕ್ರಮವನ್ನು ಹಮ್ಮಿಕೊಳ್ಳಲಾಗಿದೆ ಎಂದು ಪದವಿ ಪೂರ್ವ ಶಿಕ್ಷಣ ಇಲಾಖೆ ಉಪ ನಿರ್ದೇಶಕ ಡಾ: ಬಾಲಗುರುಮೂರ್ತಿ ತಿಳಿಸಿದ್ದಾರೆ. <box>53 856 241 952</box>
article-4-column-1: ತುಮಕೂರು,ಜ.7– ಇತ್ತೀಚಿನ –2025 ಕ್ಯಾಲೆಂಡರ್ ಬಿಡುಗಡೆ ದಿನಗಳಲ್ಲಿ ಶಿಕ್ಷಣ ಇಲಾಖೆಯಲ್ಲಿ ಶೈಕ್ಷಣಿಕ ಕಾರ್ಯ ಚಟುವಟಿಕೆಗಳು ಎಷ್ಟು ಪ್ರಮುಖವೆಂದು ಪಡಿಸುತ್ತವೆಯೋ, ಅಷ್ಟೇ ಪ್ರಮುಖ ಪಾತ್ರವನ್ನು ಆಡಳಿತಾತ್ಮಕ ಕಾರ್ಯ ಚಟುವಟಿಕೆಗಳು ಪ್ರಮುಖ ಪಾತ್ರವಹಿಸುತ್ತವೆ. ಈ ಆಡಳಿತ ಕ್ಷೇತ್ರದಲ್ಲಿ ಕಾರ್ಯನಿರ್ವಹಿಸುತ್ತಿರುವ ಬೋಧಕೇತರ ನೌಕರರ ಪಾತ್ರ ಮಹತ್ವದ್ದಾಗಿದೆ ಎಂದು ತುಮಕೂರು ವಿಶ್ವವಿದ್ಯಾನಿಲಯದ ಕುಲಪತಿ ಪ್ರೊ.ಎಂ.ವೆಂಕಟೇಶ್ವರಲು ಅಭಿಪ್ರಾಯಪಟ್ಟರು. ಅವರು ನಗರದ ವಿಶ್ವವಿದ್ಯಾನಿಲಯದಲ್ಲಿ ಬೋಧಕೇತರ ನೌಕರರ ಸಂಘದ ವತಿಯಿಂದ ಹಮ್ಮಿಕೊಂಡಿದ್ದ ಕಾರ್ಯಾಗಾರದ ಉದ್ಘಾಟನೆ ನೆರವೇರಿಸಿ ಮಾತನಾಡಿದರು. ಬೋಧಕೇತರ ನೌಕರರು ಸಂಸ್ಥೆಯ ಬೆನ್ನೆಲುಬು ಇದ್ದಂತೆ. ಅವರ ಶ್ರಮ ಕಾಣದಿದ್ದರೂ ಸಂಸ್ಥೆಯ ಬೆಳವಣಿಗೆಯಲ್ಲಿ ಪ್ರಮುಖ ಪಾತ್ರ ವಹಿಸುತ್ತದೆ ಎಂದರು. <box>46 1041 202 1222</box>
panchanga-date <box>50 257 244 276</box>
panchanga-date-value: 08-01-2025 <box>95 257 199 276</box>
rashi-row <box>49 746 245 759</box>
paksha-value: ಪಕ್ಷ : ಶುಕ್ಲ ಪಕ್ಷ <box>128 321 166 329</box>
moonset-value: 2.02 AM(ಮರುದಿನ) <box>174 440 218 446</box>
